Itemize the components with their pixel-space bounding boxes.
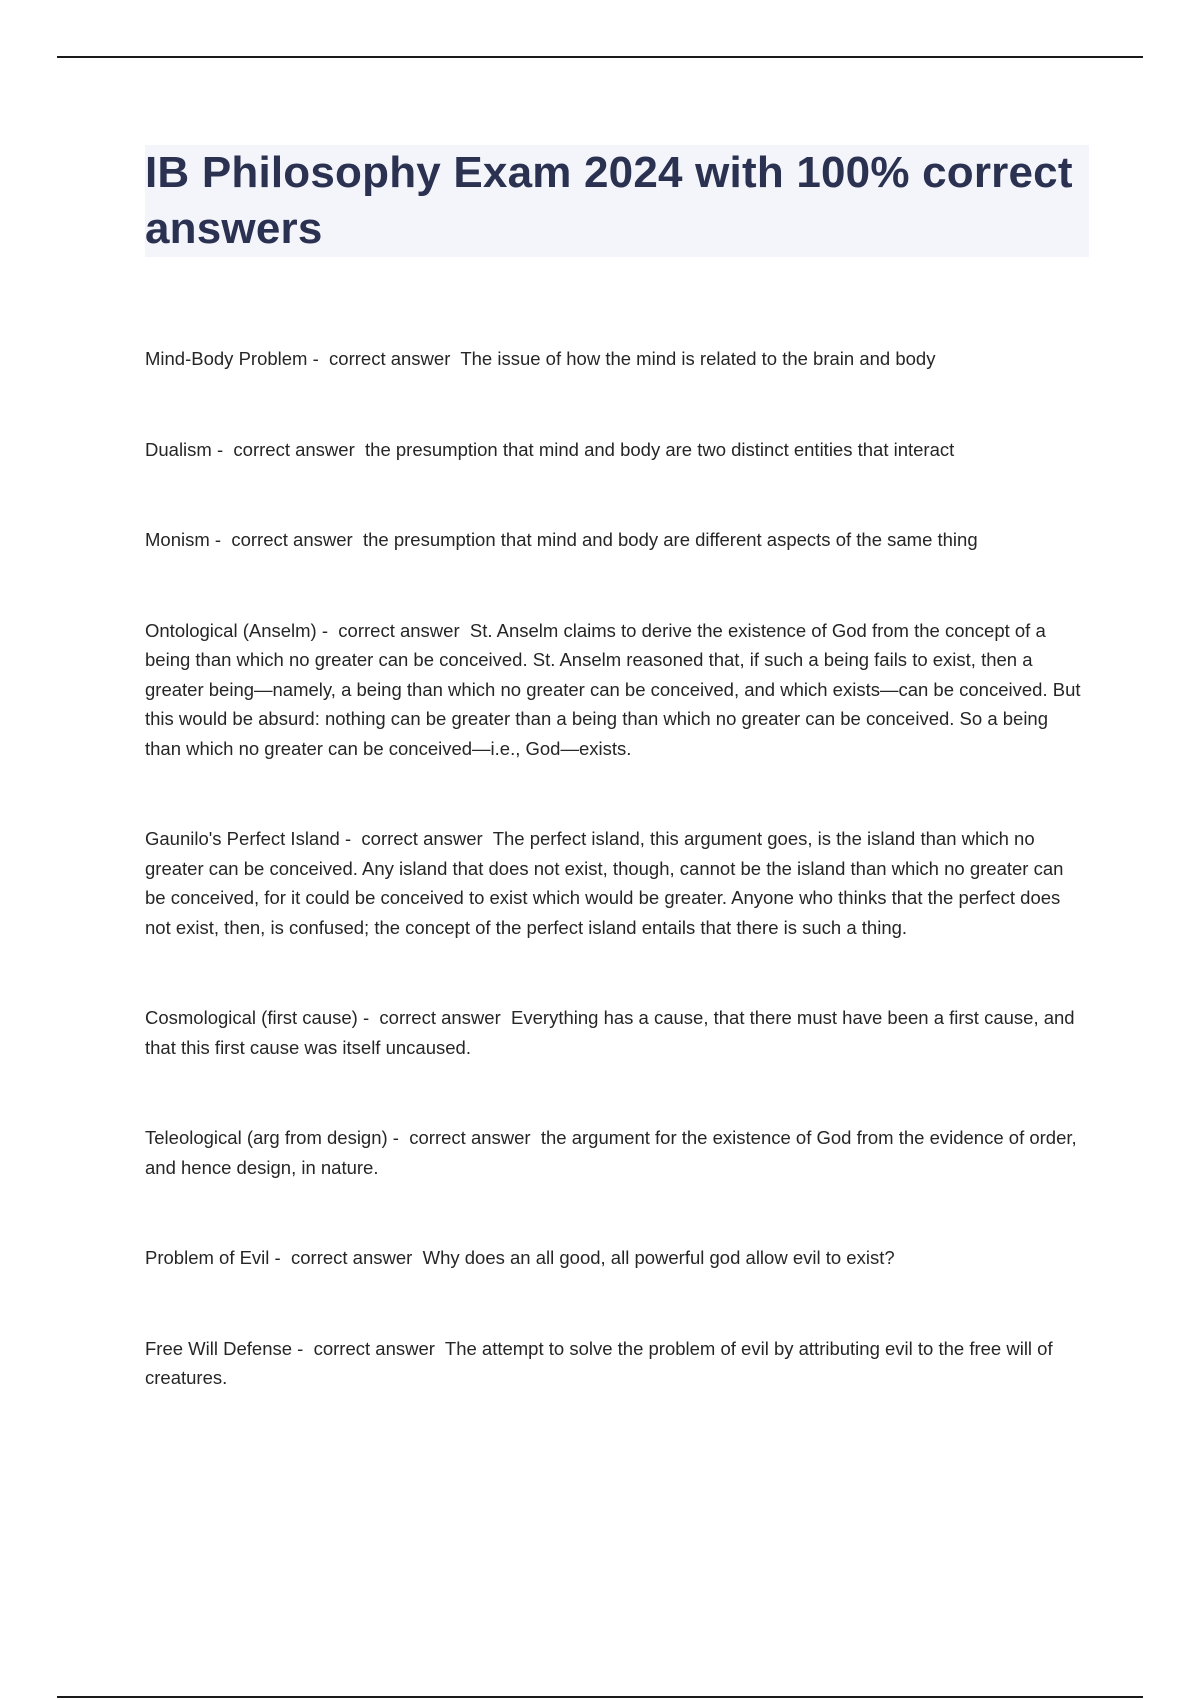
entry-answer-marker: correct answer <box>291 1247 413 1268</box>
title-block <box>145 145 1089 257</box>
bottom-rule <box>57 1696 1143 1698</box>
entry-answer-marker: correct answer <box>361 828 483 849</box>
entry-cosmological: Cosmological (first cause) - correct answer Everything has a cause, that there must have been a first cause, and that this first cause was itself uncaused. <box>145 1007 1075 1058</box>
entry-term: Problem of Evil <box>145 1247 270 1268</box>
entry-dualism: Dualism - correct answer the presumption that mind and body are two distinct entities that interact <box>145 438 955 460</box>
entry-free-will-defense: Free Will Defense - correct answer The attempt to solve the problem of evil by attributing evil to the free will of creatures. <box>145 1337 1053 1388</box>
top-rule <box>57 56 1143 58</box>
entry-definition: the argument for the existence of God from the evidence of order, and hence design, in nature. <box>145 1127 1077 1178</box>
entry-list <box>145 344 1085 1393</box>
entry-term: Dualism <box>145 438 212 460</box>
entry-ontological: Ontological (Anselm) - correct answer St. Anselm claims to derive the existence of God from the concept of a being than which no greater can be conceived. St. Anselm reasoned that, if such a being fails to exist, then a greater being—namely, a being than which no greater can be conceived, and which exists—can be conceived. But this would be absurd: nothing can be greater than a being than which no greater can be conceived. So a being than which no greater can be conceived—i.e., God—exists. <box>145 619 1081 759</box>
entry-monism: Monism - correct answer the presumption that mind and body are different aspects of the same thing <box>145 529 978 550</box>
entry-gaunilo: Gaunilo's Perfect Island - correct answer The perfect island, this argument goes, is the island than which no greater can be conceived. Any island that does not exist, though, cannot be the island than which no greater can be conceived, for it could be conceived to exist which would be greater. Anyone who thinks that the perfect does not exist, then, is confused; the concept of the perfect island entails that there is such a thing. <box>145 828 1064 938</box>
entry-definition: Why does an all good, all powerful god allow evil to exist? <box>422 1247 895 1268</box>
entry-answer-marker: correct answer <box>329 348 451 369</box>
entry-answer-marker: correct answer <box>338 619 460 641</box>
entry-answer-marker: correct answer <box>379 1007 501 1028</box>
entry-definition: The perfect island, this argument goes, is the island than which no greater can be conceived. Any island that does not exist, though, cannot be the island than which no greater can be conceived, for it could be conceived to exist which would be greater. Anyone who thinks that the perfect does not exist, then, is confused; the concept of the perfect island entails that there is such a thing. <box>145 828 1064 938</box>
entry-answer-marker: correct answer <box>409 1127 531 1148</box>
entry-answer-marker: correct answer <box>231 529 353 550</box>
entry-answer-marker: correct answer <box>313 1337 435 1359</box>
entry-problem-of-evil: Problem of Evil - correct answer Why does an all good, all powerful god allow evil to exist? <box>145 1247 895 1268</box>
entry-teleological: Teleological (arg from design) - correct answer the argument for the existence of God from the evidence of order, and hence design, in nature. <box>145 1127 1077 1178</box>
entry-term: Mind-Body Problem <box>145 348 308 369</box>
entry-term: Free Will Defense <box>145 1337 293 1359</box>
entry-definition: The attempt to solve the problem of evil by attributing evil to the free will of creatures. <box>145 1337 1053 1388</box>
entry-term: Gaunilo's Perfect Island <box>145 828 340 849</box>
entry-definition: Everything has a cause, that there must have been a first cause, and that this first cause was itself uncaused. <box>145 1007 1075 1058</box>
entry-term: Monism <box>145 529 210 550</box>
entry-definition: the presumption that mind and body are two distinct entities that interact <box>365 438 955 460</box>
entry-definition: The issue of how the mind is related to the brain and body <box>460 348 936 369</box>
entry-mind-body: Mind-Body Problem - correct answer The issue of how the mind is related to the brain and body <box>145 348 936 369</box>
page-title: IB Philosophy Exam 2024 with 100% correct answers <box>145 148 1073 253</box>
entry-definition: St. Anselm claims to derive the existence of God from the concept of a being than which no greater can be conceived. St. Anselm reasoned that, if such a being fails to exist, then a greater being—namely, a being than which no greater can be conceived, and which exists—can be conceived. But this would be absurd: nothing can be greater than a being than which no greater can be conceived. So a being than which no greater can be conceived—i.e., God—exists. <box>145 619 1081 759</box>
entry-answer-marker: correct answer <box>233 438 355 460</box>
entry-term: Teleological (arg from design) <box>145 1127 388 1148</box>
entry-term: Cosmological (first cause) <box>145 1007 358 1028</box>
entry-definition: the presumption that mind and body are different aspects of the same thing <box>362 529 978 550</box>
entry-term: Ontological (Anselm) <box>145 619 317 641</box>
